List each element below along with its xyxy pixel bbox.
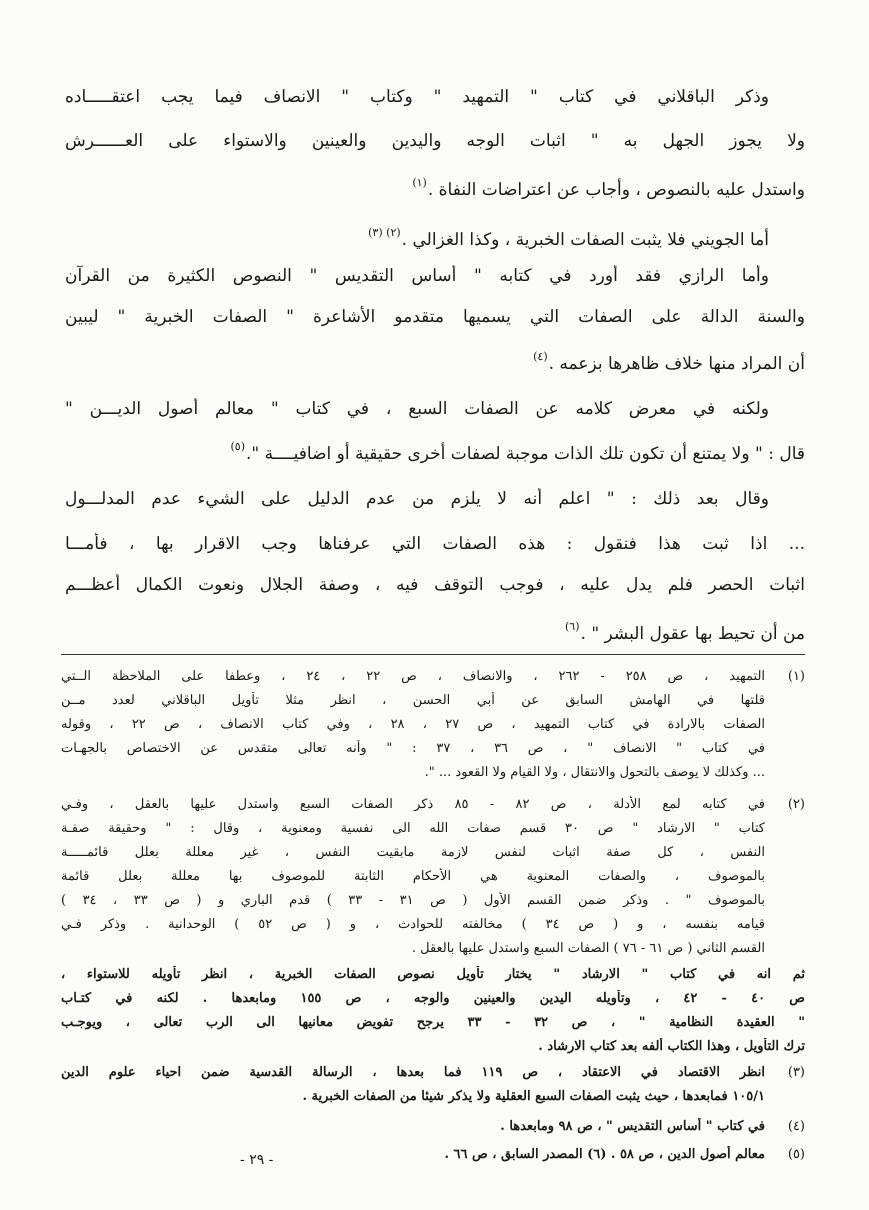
footnote-line: (٤) في كتاب " أساس التقديس " ، ص ٩٨ ومابعدها . — [500, 1119, 805, 1134]
footnote-line: " العقيدة النظامية " ، ص ٣٢ - ٣٣ يرجح تفويض معانيها الى الرب تعالى ، ويوجـب — [61, 1015, 805, 1030]
body-line-2: ولا يجوز الجهل به " اثبات الوجه واليدين والعينين والاستواء على العــــــرش — [65, 131, 805, 151]
footnote-ref: (٤) — [533, 350, 548, 363]
footnote-line: قلتها في الهامش السابق عن أبي الحسن ، انظر مثلا تأويل الباقلاني لعدد مــن — [61, 693, 765, 708]
body-line-1: وذكر الباقلاني في كتاب " التمهيد " وكتاب " الانصاف فيما يجب اعتقـــــاده — [65, 87, 769, 107]
footnote-line: كتاب " الارشاد " ص ٣٠ قسم صفات الله الى نفسية ومعنوية ، وقال : " وحقيقة صفـة — [61, 821, 765, 836]
body-line-8: ولكنه في معرض كلامه عن الصفات السبع ، في كتاب " معالم أصول الديـــن " — [65, 399, 769, 419]
body-line-3: واستدل عليه بالنصوص ، وأجاب عن اعتراضات النفاة .$^{(١)}$ — [412, 176, 805, 200]
footnote-line: قيامه بنفسه ، و ( ص ٣٤ ) مخالفته للحوادث ، و ( ص ٥٢ ) الوحدانية . وذكر فـي — [61, 917, 765, 932]
footnote-line: ... وكذلك لا يوصف بالتحول والانتقال ، ولا القيام ولا القعود ... ". — [424, 765, 765, 780]
footnote-line: ١٠٥/١ فمابعدها ، حيث يثبت الصفات السبع العقلية ولا يذكر شيئا من الصفات الخبرية . — [302, 1089, 765, 1104]
body-line-4: أما الجويني فلا يثبت الصفات الخبرية ، وكذا الغزالي .$^{(٢) (٣)}$ — [368, 226, 769, 250]
footnote-ref: (٢) (٣) — [368, 226, 401, 239]
footnote-line: الصفات بالارادة في كتاب التمهيد ، ص ٢٧ ، ٢٨ ، وفي كتاب الانصاف ، ص ٢٢ ، وقوله — [61, 717, 766, 732]
footnote-separator — [61, 654, 805, 655]
body-line-10: وقال بعد ذلك : " اعلم أنه لا يلزم من عدم الدليل على الشيء عدم المدلـــول — [65, 489, 769, 509]
footnote-line: (٢) في كتابه لمع الأدلة ، ص ٨٢ - ٨٥ ذكر الصفات السبع واستدل عليها بالعقل ، وفـي — [61, 797, 805, 812]
body-line-13: من أن تحيط بها عقول البشر " .$^{(٦)}$ — [565, 620, 805, 644]
footnote-ref: (٥) — [230, 440, 245, 453]
footnote-ref: (٦) — [565, 620, 580, 633]
footnote-line: النفس ، كل صفة اثبات لنفس لازمة مابقيت النفس ، غير معللة بعلل قائمـــــة — [61, 845, 765, 860]
body-line-5: وأما الرازي فقد أورد في كتابه " أساس التقديس " النصوص الكثيرة من القرآن — [65, 266, 769, 286]
page-number: - ٢٩ - — [240, 1152, 274, 1168]
footnote-line: (٥) معالم أصول الدين ، ص ٥٨ . (٦) المصدر السابق ، ص ٦٦ . — [444, 1147, 805, 1162]
footnote-line: (١) التمهيد ، ص ٢٥٨ - ٢٦٢ ، والانصاف ، ص ٢٢ ، ٢٤ ، وعطفا على الملاحظة الــتي — [61, 669, 805, 684]
body-line-7: أن المراد منها خلاف ظاهرها بزعمه .$^{(٤)}$ — [533, 350, 805, 374]
footnote-line: ثم انه في كتاب " الارشاد " يختار تأويل نصوص الصفات الخبرية ، انظر تأويله للاستواء ، — [61, 967, 805, 982]
footnote-line: بالموصوف " . وذكر ضمن القسم الأول ( ص ٣١ - ٣٣ ) قدم الباري و ( ص ٣٣ ، ٣٤ ) — [61, 893, 765, 908]
body-line-11: ... اذا ثبت هذا فنقول : هذه الصفات التي عرفناها وجب الاقرار بها ، فأمـــا — [65, 534, 805, 554]
footnote-line: في كتاب " الانصاف " ، ص ٣٦ ، ٣٧ : " وأنه تعالى متقدس عن الاختصاص بالجهـات — [61, 741, 766, 756]
body-line-9: قال : " ولا يمتنع أن تكون تلك الذات موجبة لصفات أخرى حقيقية أو اضافيــــة ".$^{(٥)}$ — [230, 440, 805, 464]
body-line-6: والسنة الدالة على الصفات التي يسميها متقدمو الأشاعرة " الصفات الخبرية " ليبين — [65, 307, 805, 327]
footnote-line: ص ٤٠ - ٤٢ ، وتأويله اليدين والعينين والوجه ، ص ١٥٥ ومابعدها . لكنه في كتـاب — [61, 991, 805, 1006]
footnote-line: القسم الثاني ( ص ٦١ - ٧٦ ) الصفات السبع واستدل عليها بالعقل . — [411, 941, 765, 956]
footnote-ref: (١) — [412, 176, 427, 189]
footnote-line: بالموصوف ، والصفات المعنوية هي الأحكام الثابتة للموصوف بها معللة بعلل قائمة — [61, 869, 765, 884]
footnote-line: ترك التأويل ، وهذا الكتاب ألفه بعد كتاب الارشاد . — [538, 1039, 805, 1054]
body-line-12: اثبات الحصر فلم يدل عليه ، فوجب التوقف فيه ، وصفة الجلال ونعوت الكمال أعظـــم — [65, 575, 805, 595]
footnote-line: (٣) انظر الاقتصاد في الاعتقاد ، ص ١١٩ فما بعدها ، الرسالة القدسية ضمن احياء علوم الدين — [61, 1065, 805, 1080]
